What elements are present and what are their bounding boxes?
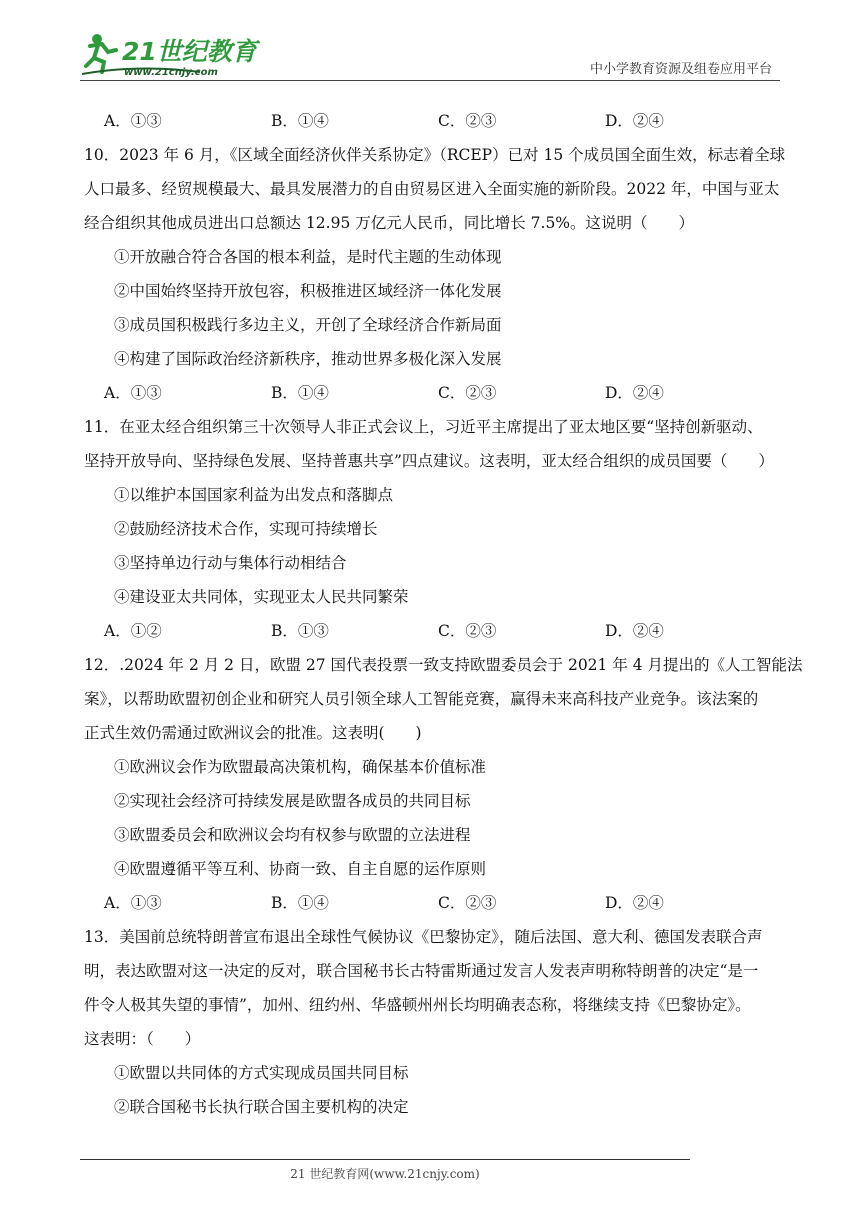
choice-c[interactable]: C．②③ [438, 384, 497, 402]
footer-divider [80, 1159, 690, 1160]
q12-stem-line: 正式生效仍需通过欧洲议会的批准。这表明( ) [84, 724, 422, 742]
choice-a[interactable]: A．①③ [104, 112, 162, 130]
q13-stem-line: 这表明：（ ） [84, 1030, 201, 1048]
q11-stem-line: 11．在亚太经合组织第三十次领导人非正式会议上，习近平主席提出了亚太地区要“坚持创新驱动、 [84, 418, 763, 436]
q12-option: ④欧盟遵循平等互利、协商一致、自主自愿的运作原则 [114, 860, 487, 878]
q10-option: ③成员国积极践行多边主义，开创了全球经济合作新局面 [114, 316, 502, 334]
q13-stem-line: 13．美国前总统特朗普宣布退出全球性气候协议《巴黎协定》，随后法国、意大利、德国发表联合声 [84, 928, 763, 946]
q12-option: ③欧盟委员会和欧洲议会均有权参与欧盟的立法进程 [114, 826, 471, 844]
q13-option: ②联合国秘书长执行联合国主要机构的决定 [114, 1098, 409, 1116]
q10-stem-line: 10．2023 年 6 月，《区域全面经济伙伴关系协定》（RCEP）已对 15 个成员国全面生效，标志着全球 [84, 146, 786, 164]
page-header [80, 28, 780, 82]
q13-stem-line: 明，表达欧盟对这一决定的反对，联合国秘书长古特雷斯通过发言人发表声明称特朗普的决定“是一 [84, 962, 759, 980]
q12-option: ①欧洲议会作为欧盟最高决策机构，确保基本价值标准 [114, 758, 487, 776]
q10-stem-line: 人口最多、经贸规模最大、最具发展潜力的自由贸易区进入全面实施的新阶段。2022 年，中国与亚太 [84, 180, 780, 198]
choice-b[interactable]: B．①③ [271, 622, 329, 640]
question-content [84, 104, 803, 1124]
q13-stem-line: 件令人极其失望的事情”，加州、纽约州、华盛顿州州长均明确表态称，将继续支持《巴黎协定》。 [84, 996, 751, 1014]
choice-a[interactable]: A．①③ [104, 384, 162, 402]
q11-option: ①以维护本国国家利益为出发点和落脚点 [114, 486, 394, 504]
choice-d[interactable]: D．②④ [605, 622, 664, 640]
choice-d[interactable]: D．②④ [605, 384, 664, 402]
logo [80, 28, 280, 80]
choice-b[interactable]: B．①④ [271, 112, 329, 130]
q13-option: ①欧盟以共同体的方式实现成员国共同目标 [114, 1064, 409, 1082]
q11-option: ④建设亚太共同体，实现亚太人民共同繁荣 [114, 588, 409, 606]
q12-stem-line: 12．.2024 年 2 月 2 日，欧盟 27 国代表投票一致支持欧盟委员会于 2021 年 4 月提出的《人工智能法 [84, 656, 803, 674]
logo-text: 21世纪教育 [122, 37, 257, 66]
header-divider [80, 80, 780, 81]
q10-choices [84, 376, 784, 410]
q11-option: ③坚持单边行动与集体行动相结合 [114, 554, 347, 572]
choice-a[interactable]: A．①③ [104, 894, 162, 912]
logo-sub: www.21cnjy.com [124, 67, 218, 78]
choice-b[interactable]: B．①④ [271, 384, 329, 402]
q10-option: ②中国始终坚持开放包容，积极推进区域经济一体化发展 [114, 282, 502, 300]
runner-logo-icon [80, 28, 280, 80]
q10-stem-line: 经合组织其他成员进出口总额达 12.95 万亿元人民币，同比增长 7.5%。这说明（ ） [84, 214, 695, 232]
q12-stem-line: 案》，以帮助欧盟初创企业和研究人员引领全球人工智能竞赛，赢得未来高科技产业竞争。该法案的 [84, 690, 759, 708]
q12-choices [84, 886, 784, 920]
platform-title: 中小学教育资源及组卷应用平台 [589, 62, 772, 77]
choice-c[interactable]: C．②③ [438, 622, 497, 640]
choice-d[interactable]: D．②④ [605, 894, 664, 912]
q11-stem-line: 坚持开放导向、坚持绿色发展、坚持普惠共享”四点建议。这表明，亚太经合组织的成员国要（ ） [84, 452, 774, 470]
choice-b[interactable]: B．①④ [271, 894, 329, 912]
choices-row-prev [84, 104, 784, 138]
choice-c[interactable]: C．②③ [438, 112, 497, 130]
q11-option: ②鼓励经济技术合作，实现可持续增长 [114, 520, 378, 538]
q12-option: ②实现社会经济可持续发展是欧盟各成员的共同目标 [114, 792, 471, 810]
q10-option: ④构建了国际政治经济新秩序，推动世界多极化深入发展 [114, 350, 502, 368]
choice-c[interactable]: C．②③ [438, 894, 497, 912]
q10-option: ①开放融合符合各国的根本利益，是时代主题的生动体现 [114, 248, 502, 266]
choice-a[interactable]: A．①② [104, 622, 162, 640]
q11-choices [84, 614, 784, 648]
choice-d[interactable]: D．②④ [605, 112, 664, 130]
footer-text: 21 世纪教育网(www.21cnjy.com) [290, 1167, 480, 1181]
